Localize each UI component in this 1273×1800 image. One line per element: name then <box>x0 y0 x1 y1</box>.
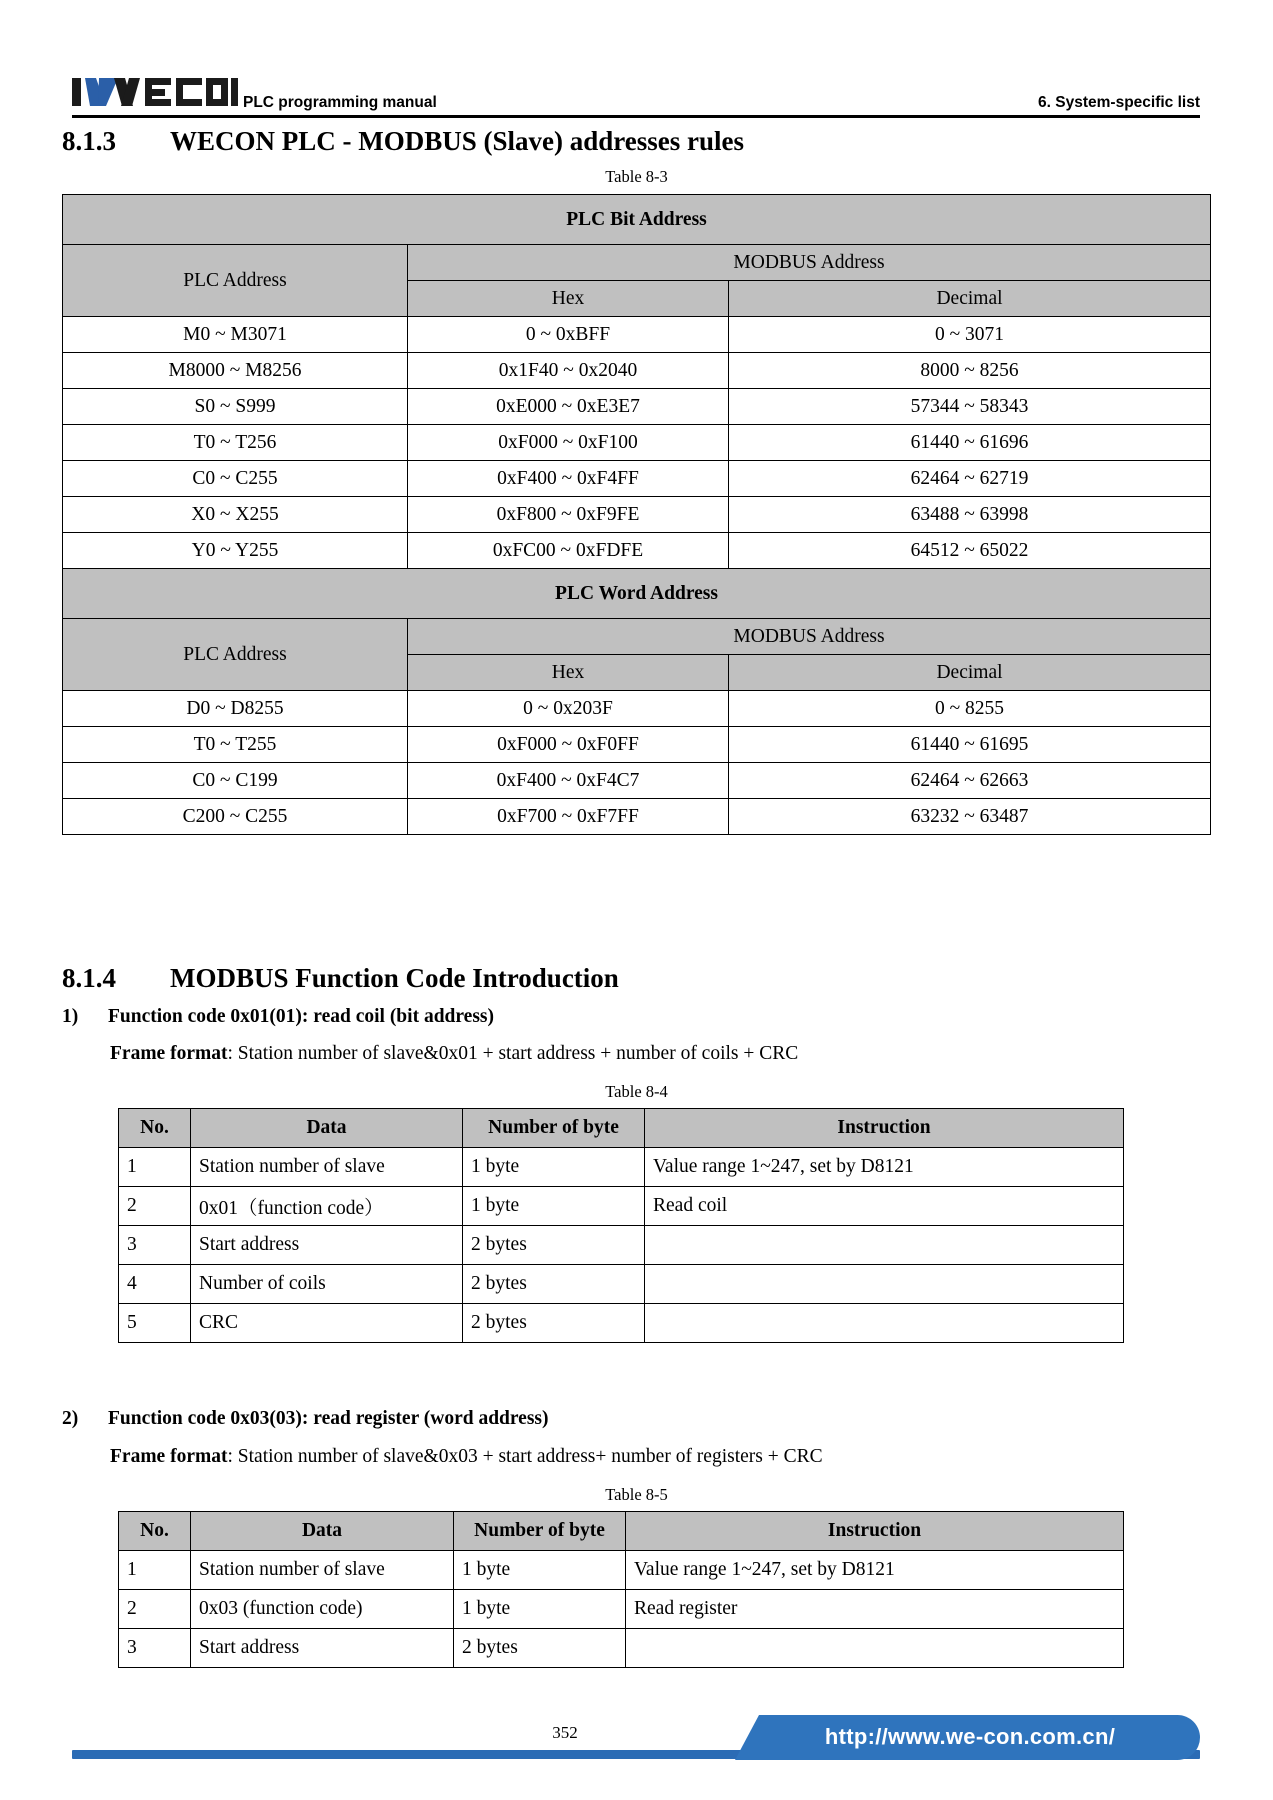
cell-decimal: 61440 ~ 61695 <box>729 727 1211 763</box>
cell-hex: 0xFC00 ~ 0xFDFE <box>408 533 729 569</box>
table-row <box>63 317 1211 353</box>
table-row <box>63 425 1211 461</box>
cell-plc: T0 ~ T256 <box>63 425 408 461</box>
cell-bytes: 1 byte <box>454 1551 626 1590</box>
table-row <box>119 1304 1124 1343</box>
cell-instruction <box>645 1304 1124 1343</box>
table-row-band-bit <box>63 195 1211 245</box>
cell-hex: 0 ~ 0x203F <box>408 691 729 727</box>
cell-instruction <box>626 1629 1124 1668</box>
header-plc-address-bit: PLC Address <box>63 245 408 317</box>
cell-no: 5 <box>119 1304 191 1343</box>
header-manual-title: PLC programming manual <box>243 94 437 111</box>
table-row-band-word <box>63 569 1211 619</box>
footer-url-link[interactable]: http://www.we-con.com.cn/ <box>824 1724 1116 1749</box>
table-row <box>119 1590 1124 1629</box>
header-decimal-bit: Decimal <box>729 281 1211 317</box>
cell-no: 4 <box>119 1265 191 1304</box>
cell-data: CRC <box>191 1304 463 1343</box>
table-row <box>119 1148 1124 1187</box>
table-row-header-word-1 <box>63 619 1211 655</box>
header-data: Data <box>191 1109 463 1148</box>
cell-bytes: 1 byte <box>463 1148 645 1187</box>
cell-decimal: 8000 ~ 8256 <box>729 353 1211 389</box>
cell-no: 3 <box>119 1226 191 1265</box>
cell-data: Start address <box>191 1629 454 1668</box>
cell-plc: C200 ~ C255 <box>63 799 408 835</box>
cell-plc: M8000 ~ M8256 <box>63 353 408 389</box>
list-item-1-index: 1) <box>62 1006 79 1027</box>
cell-bytes: 1 byte <box>454 1590 626 1629</box>
cell-instruction: Read register <box>626 1590 1124 1629</box>
cell-decimal: 62464 ~ 62719 <box>729 461 1211 497</box>
cell-plc: Y0 ~ Y255 <box>63 533 408 569</box>
table-row <box>63 799 1211 835</box>
table-row <box>119 1629 1124 1668</box>
header-instruction: Instruction <box>626 1512 1124 1551</box>
cell-decimal: 64512 ~ 65022 <box>729 533 1211 569</box>
table-row <box>119 1551 1124 1590</box>
list-item-2-index: 2) <box>62 1408 79 1429</box>
table-row <box>119 1265 1124 1304</box>
band-plc-word-address: PLC Word Address <box>63 569 1211 619</box>
header-data: Data <box>191 1512 454 1551</box>
table-row <box>63 353 1211 389</box>
cell-plc: C0 ~ C199 <box>63 763 408 799</box>
table-row <box>63 497 1211 533</box>
cell-decimal: 63232 ~ 63487 <box>729 799 1211 835</box>
caption-table-8-4: Table 8-4 <box>605 1082 668 1101</box>
header-no: No. <box>119 1512 191 1551</box>
table-plc-modbus-addresses <box>62 194 1211 835</box>
table-row <box>63 389 1211 425</box>
header-divider <box>72 115 1200 118</box>
header-no: No. <box>119 1109 191 1148</box>
header-modbus-address-bit: MODBUS Address <box>408 245 1211 281</box>
heading-8-1-3-title: WECON PLC - MODBUS (Slave) addresses rules <box>170 126 745 156</box>
cell-data: Start address <box>191 1226 463 1265</box>
cell-decimal: 0 ~ 8255 <box>729 691 1211 727</box>
page-header <box>72 74 1200 116</box>
cell-decimal: 57344 ~ 58343 <box>729 389 1211 425</box>
cell-bytes: 2 bytes <box>454 1629 626 1668</box>
heading-8-1-4-number: 8.1.4 <box>62 963 116 993</box>
list-item-1-heading <box>62 1006 494 1028</box>
table-row <box>63 727 1211 763</box>
cell-data: 0x01（function code） <box>191 1187 463 1226</box>
cell-no: 2 <box>119 1590 191 1629</box>
caption-table-8-5: Table 8-5 <box>605 1485 668 1504</box>
cell-instruction: Value range 1~247, set by D8121 <box>645 1148 1124 1187</box>
cell-no: 2 <box>119 1187 191 1226</box>
cell-hex: 0xF800 ~ 0xF9FE <box>408 497 729 533</box>
cell-hex: 0 ~ 0xBFF <box>408 317 729 353</box>
cell-bytes: 2 bytes <box>463 1265 645 1304</box>
page-number: 352 <box>552 1723 578 1742</box>
header-section-title: 6. System-specific list <box>1038 94 1200 111</box>
heading-8-1-3-number: 8.1.3 <box>62 126 116 156</box>
cell-decimal: 61440 ~ 61696 <box>729 425 1211 461</box>
list-item-2-title: Function code 0x03(03): read register (word address) <box>108 1408 549 1429</box>
header-hex-bit: Hex <box>408 281 729 317</box>
table-row <box>63 461 1211 497</box>
cell-plc: C0 ~ C255 <box>63 461 408 497</box>
cell-data: 0x03 (function code) <box>191 1590 454 1629</box>
cell-hex: 0xF400 ~ 0xF4FF <box>408 461 729 497</box>
table-row <box>119 1226 1124 1265</box>
table-row-header-bit-1 <box>63 245 1211 281</box>
cell-data: Number of coils <box>191 1265 463 1304</box>
cell-bytes: 2 bytes <box>463 1226 645 1265</box>
caption-table-8-3: Table 8-3 <box>605 167 668 186</box>
heading-8-1-4-title: MODBUS Function Code Introduction <box>170 963 619 993</box>
table-row <box>63 533 1211 569</box>
header-number-of-byte: Number of byte <box>463 1109 645 1148</box>
header-decimal-word: Decimal <box>729 655 1211 691</box>
cell-instruction: Value range 1~247, set by D8121 <box>626 1551 1124 1590</box>
cell-data: Station number of slave <box>191 1551 454 1590</box>
page-footer <box>0 1714 1273 1780</box>
header-hex-word: Hex <box>408 655 729 691</box>
cell-plc: S0 ~ S999 <box>63 389 408 425</box>
band-plc-bit-address: PLC Bit Address <box>63 195 1211 245</box>
header-plc-address-word: PLC Address <box>63 619 408 691</box>
heading-8-1-3 <box>62 126 744 157</box>
header-modbus-address-word: MODBUS Address <box>408 619 1211 655</box>
heading-8-1-4 <box>62 963 619 994</box>
table-read-coil-frame <box>118 1108 1124 1343</box>
cell-plc: X0 ~ X255 <box>63 497 408 533</box>
cell-bytes: 1 byte <box>463 1187 645 1226</box>
header-number-of-byte: Number of byte <box>454 1512 626 1551</box>
item-1-frame-label: Frame format <box>110 1043 228 1064</box>
table-row <box>119 1187 1124 1226</box>
cell-instruction <box>645 1265 1124 1304</box>
cell-hex: 0xF000 ~ 0xF0FF <box>408 727 729 763</box>
cell-plc: T0 ~ T255 <box>63 727 408 763</box>
cell-plc: D0 ~ D8255 <box>63 691 408 727</box>
cell-instruction <box>645 1226 1124 1265</box>
cell-hex: 0xF000 ~ 0xF100 <box>408 425 729 461</box>
cell-plc: M0 ~ M3071 <box>63 317 408 353</box>
table-header-row <box>119 1512 1124 1551</box>
cell-decimal: 62464 ~ 62663 <box>729 763 1211 799</box>
cell-hex: 0xF700 ~ 0xF7FF <box>408 799 729 835</box>
cell-data: Station number of slave <box>191 1148 463 1187</box>
cell-bytes: 2 bytes <box>463 1304 645 1343</box>
item-1-frame-text: : Station number of slave&0x01 + start address + number of coils + CRC <box>227 1043 799 1064</box>
item-2-frame-label: Frame format <box>110 1446 228 1467</box>
wecon-logo-icon <box>72 76 238 110</box>
item-1-frame-format <box>110 1043 798 1065</box>
table-row <box>63 691 1211 727</box>
cell-no: 3 <box>119 1629 191 1668</box>
cell-instruction: Read coil <box>645 1187 1124 1226</box>
cell-decimal: 63488 ~ 63998 <box>729 497 1211 533</box>
table-read-register-frame <box>118 1511 1124 1668</box>
item-2-frame-format <box>110 1446 823 1468</box>
wecon-logo <box>72 76 238 110</box>
cell-hex: 0xE000 ~ 0xE3E7 <box>408 389 729 425</box>
cell-no: 1 <box>119 1551 191 1590</box>
cell-hex: 0xF400 ~ 0xF4C7 <box>408 763 729 799</box>
item-2-frame-text: : Station number of slave&0x03 + start address+ number of registers + CRC <box>227 1446 823 1467</box>
header-instruction: Instruction <box>645 1109 1124 1148</box>
cell-no: 1 <box>119 1148 191 1187</box>
list-item-1-title: Function code 0x01(01): read coil (bit address) <box>108 1006 495 1027</box>
table-row <box>63 763 1211 799</box>
cell-hex: 0x1F40 ~ 0x2040 <box>408 353 729 389</box>
list-item-2-heading <box>62 1408 549 1430</box>
table-header-row <box>119 1109 1124 1148</box>
cell-decimal: 0 ~ 3071 <box>729 317 1211 353</box>
